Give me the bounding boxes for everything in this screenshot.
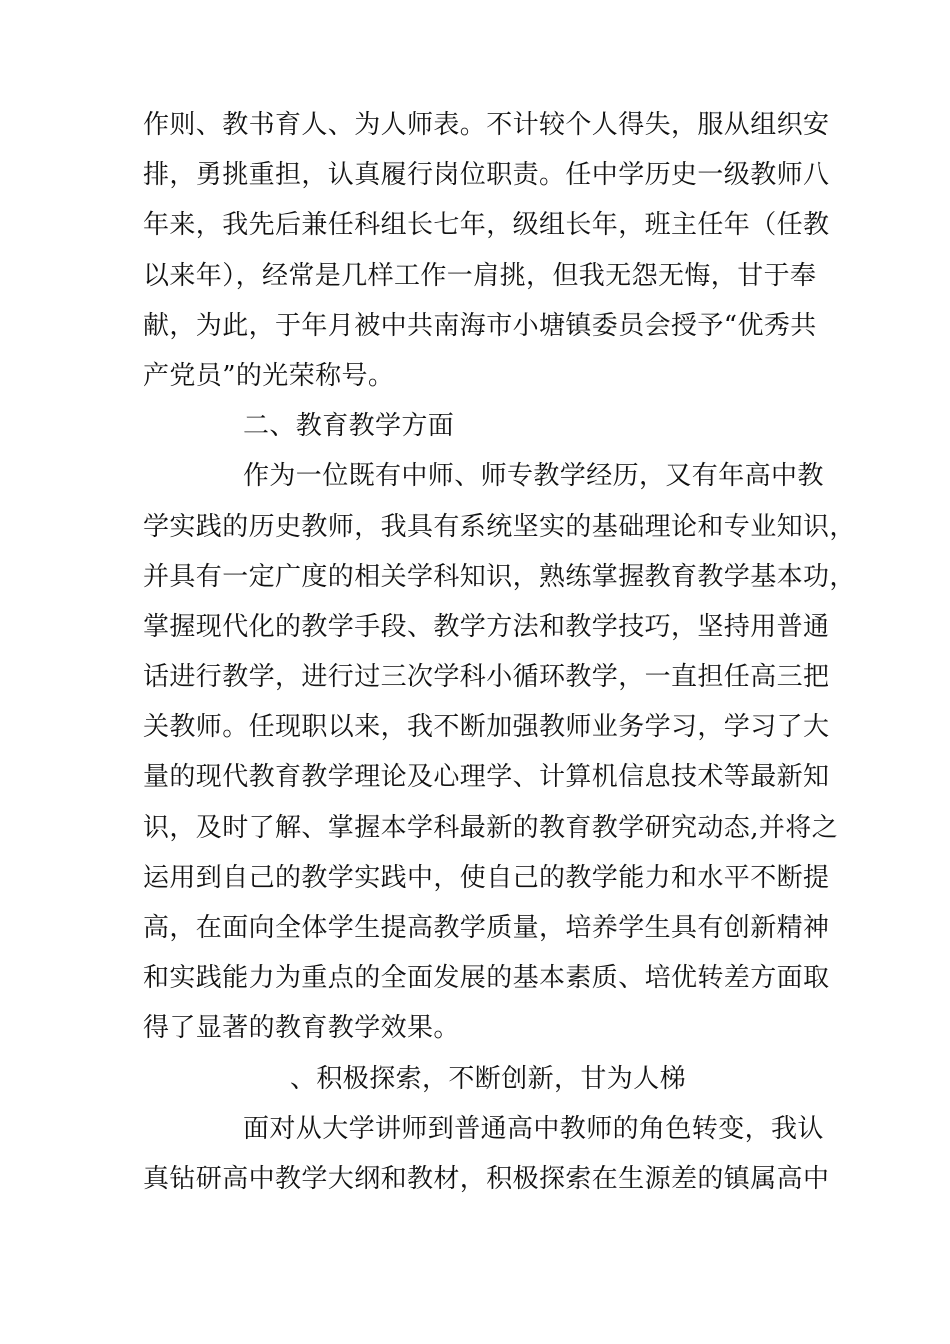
paragraph-line: 和实践能力为重点的全面发展的基本素质、培优转差方面取 [143, 963, 830, 994]
paragraph-line: 献，为此，于年月被中共南海市小塘镇委员会授予“优秀共 [143, 310, 817, 341]
paragraph-line: 面对从大学讲师到普通高中教师的角色转变，我认 [243, 1113, 824, 1144]
paragraph-line: 真钻研高中教学大纲和教材，积极探索在生源差的镇属高中 [143, 1163, 830, 1194]
paragraph-line: 关教师。任现职以来，我不断加强教师业务学习，学习了大 [143, 712, 830, 743]
paragraph-line: 作为一位既有中师、师专教学经历，又有年高中教 [243, 461, 824, 492]
paragraph-line: 话进行教学，进行过三次学科小循环教学，一直担任高三把 [143, 662, 830, 693]
paragraph-line: 量的现代教育教学理论及心理学、计算机信息技术等最新知 [143, 762, 830, 793]
paragraph-line: 以来年），经常是几样工作一肩挑，但我无怨无悔，甘于奉 [143, 260, 817, 291]
paragraph-line: 作则、教书育人、为人师表。不计较个人得失，服从组织安 [143, 110, 830, 140]
paragraph-line: 产党员”的光荣称号。 [143, 360, 395, 391]
paragraph-line: 高，在面向全体学生提高教学质量，培养学生具有创新精神 [143, 913, 830, 943]
paragraph-line: 掌握现代化的教学手段、教学方法和教学技巧，坚持用普通 [143, 611, 830, 642]
paragraph-line: 运用到自己的教学实践中，使自己的教学能力和水平不断提 [143, 862, 830, 893]
paragraph-line: 年来，我先后兼任科组长七年，级组长年，班主任年（任教 [143, 210, 830, 241]
paragraph-line: 并具有一定广度的相关学科知识，熟练掌握教育教学基本功， [143, 561, 856, 592]
paragraph-line: 得了显著的教育教学效果。 [143, 1013, 460, 1044]
section-heading: 、积极探索，不断创新，甘为人梯 [290, 1063, 687, 1094]
paragraph-line: 排，勇挑重担，认真履行岗位职责。任中学历史一级教师八 [143, 160, 830, 191]
section-heading: 二、教育教学方面 [243, 411, 455, 442]
paragraph-line: 识，及时了解、掌握本学科最新的教育教学研究动态,并将之 [143, 812, 839, 843]
paragraph-line: 学实践的历史教师，我具有系统坚实的基础理论和专业知识， [143, 511, 856, 542]
document-body [143, 100, 856, 1204]
